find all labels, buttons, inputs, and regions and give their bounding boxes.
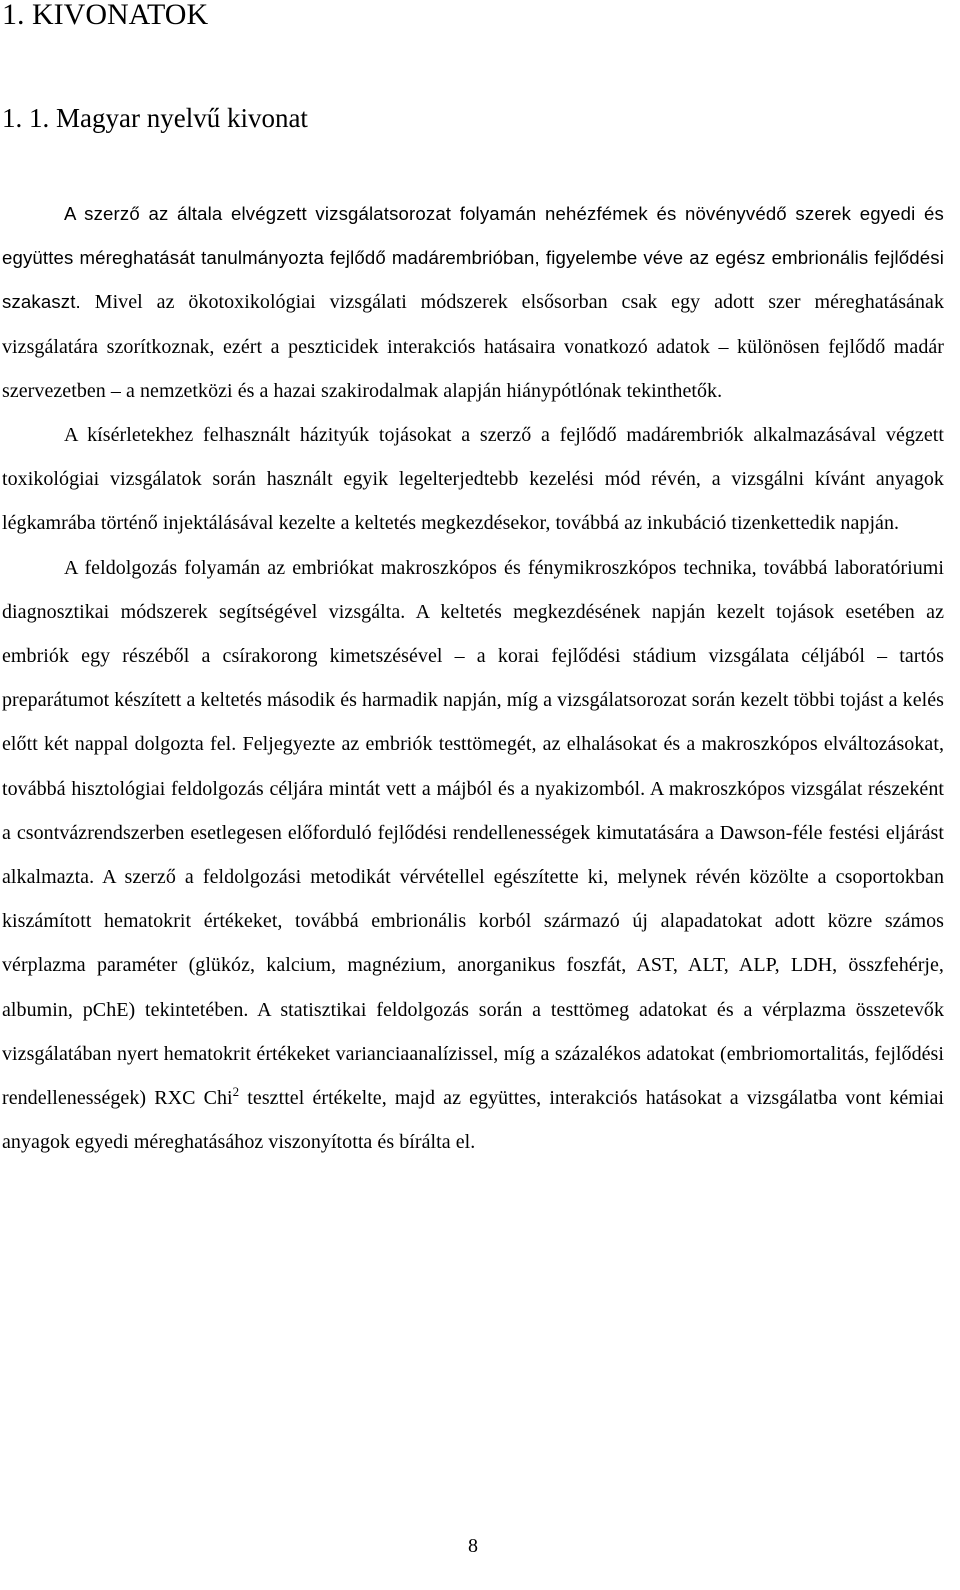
paragraph-3 bbox=[2, 546, 944, 1165]
paragraph-3-text-after: teszttel értékelte, majd az együttes, interakciós hatásokat a vizsgálatba vont kémiai anyagok egyedi méreghatásához viszonyította és bírálta el. bbox=[2, 1087, 945, 1154]
paragraph-2 bbox=[2, 413, 944, 546]
page-number: 8 bbox=[468, 1535, 478, 1557]
chi-square-superscript: 2 bbox=[232, 1084, 240, 1100]
section-title: 1. 1. Magyar nyelvű kivonat bbox=[2, 103, 308, 133]
paragraph-1-sans-part: A szerző az általa elvégzett vizsgálatsorozat folyamán nehézfémek és növényvédő szerek egyedi és együttes méreghatását tanulmányozta fejlődő madárembrióban, figyelembe véve az egész embrionális fejlődési szakaszt. bbox=[2, 203, 944, 313]
chapter-title: 1. KIVONATOK bbox=[2, 0, 209, 31]
paragraph-2-text: A kísérletekhez felhasznált házityúk tojásokat a szerző a fejlődő madárembriók alkalmazásával végzett toxikológiai vizsgálatok során használt egyik legelterjedtebb kezelési mód révén, a vizsgálni kívánt anyagok légkamrába történő injektálásával kezelte a keltetés megkezdésekor, továbbá az inkubáció tizenkettedik napján. bbox=[2, 424, 944, 535]
abstract-body bbox=[2, 192, 944, 1164]
paragraph-1 bbox=[2, 192, 944, 413]
paragraph-1-serif-part: Mivel az ökotoxikológiai vizsgálati módszerek elsősorban csak egy adott szer méreghatásának vizsgálatára szorítkoznak, ezért a peszticidek interakciós hatásaira vonatkozó adatok – különösen fejlődő madár szervezetben – a nemzetközi és a hazai szakirodalmak alapján hiánypótlónak tekinthetők. bbox=[2, 291, 944, 402]
paragraph-3-text-before: A feldolgozás folyamán az embriókat makroszkópos és fénymikroszkópos technika, továbbá laboratóriumi diagnosztikai módszerek segítségével vizsgálta. A keltetés megkezdésének napján kezelt tojások esetében az embriók egy részéből a csírakorong kimetszésével – a korai fejlődési stádium vizsgálata céljából – tartós preparátumot készített a keltetés második és harmadik napján, míg a vizsgálatsorozat során kezelt többi tojást a kelés előtt két nappal dolgozta fel. Feljegyezte az embriók testtömegét, az elhalásokat és a makroszkópos elváltozásokat, továbbá hisztológiai feldolgozás céljára mintát vett a májból és a nyakizomból. A makroszkópos vizsgálat részeként a csontvázrendszerben esetlegesen előforduló fejlődési rendellenességek kimutatására a Dawson-féle festési eljárást alkalmazta. A szerző a feldolgozási metodikát vérvétellel egészítette ki, melynek révén közölte a csoportokban kiszámított hematokrit értékeket, továbbá embrionális korból származó új alapadatokat adott közre számos vérplazma paraméter (glükóz, kalcium, magnézium, anorganikus foszfát, AST, ALT, ALP, LDH, összfehérje, albumin, pChE) tekintetében. A statisztikai feldolgozás során a testtömeg adatokat és a vérplazma összetevők vizsgálatában nyert hematokrit értékeket varianciaanalízissel, míg a százalékos adatokat (embriomortalitás, fejlődési rendellenességek) RXC Chi bbox=[2, 556, 944, 1110]
